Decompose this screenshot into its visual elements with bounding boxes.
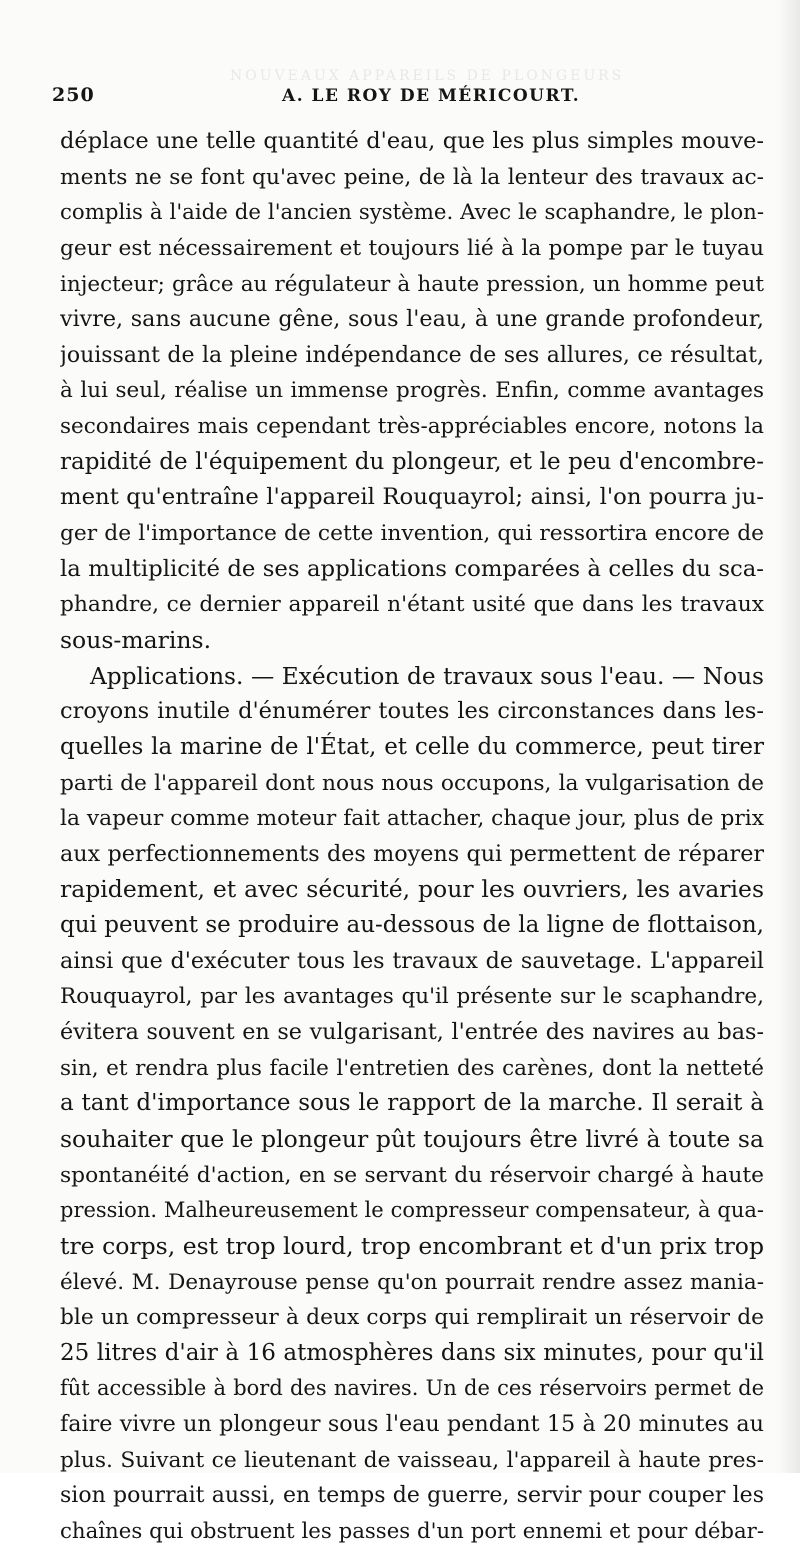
text-line: la multiplicité de ses applications comparées à celles du sca- [60,555,764,582]
text-line: qui peuvent se produire au-dessous de la ligne de flottaison, [60,912,764,939]
bleed-through-text: NOUVEAUX APPAREILS DE PLONGEURS [230,68,625,84]
text-line: a tant d'importance sous le rapport de la marche. Il serait à [60,1090,764,1117]
text-line: souhaiter que le plongeur pût toujours être livré à toute sa [60,1124,764,1153]
text-line: la vapeur comme moteur fait attacher, chaque jour, plus de prix [60,806,764,832]
text-line: ble un compresseur à deux corps qui remplirait un réservoir de [60,1305,764,1331]
text-line: faire vivre un plongeur sous l'eau pendant 15 à 20 minutes au [60,1411,764,1438]
text-line: 25 litres d'air à 16 atmosphères dans six minutes, pour qu'il [60,1339,764,1366]
text-line: évitera souvent en se vulgarisant, l'entrée des navires au bas- [60,1019,764,1046]
body-text [60,124,764,1550]
text-line: phandre, ce dernier appareil n'étant usité que dans les travaux [60,592,764,618]
page-number: 250 [52,84,95,106]
text-line: secondaires mais cependant très-appréciables encore, notons la [60,414,764,440]
page-edge-shadow [778,0,800,1473]
text-line: quelles la marine de l'État, et celle du commerce, peut tirer [60,733,764,760]
text-line: geur est nécessairement et toujours lié à la pompe par le tuyau [60,235,764,261]
page-header [52,84,757,114]
running-head: A. LE ROY DE MÉRICOURT. [282,86,581,106]
section-heading-line: Applications. — Exécution de travaux sous l'eau. — Nous [90,662,764,690]
text-line: élevé. M. Denayrouse pense qu'on pourrait rendre assez mania- [60,1269,764,1295]
text-line: spontanéité d'action, en se servant du réservoir chargé à haute [60,1162,764,1188]
text-line: rapidité de l'équipement du plongeur, et le peu d'encombre- [60,448,764,475]
text-line: complis à l'aide de l'ancien système. Avec le scaphandre, le plon- [60,200,764,226]
text-line: ainsi que d'exécuter tous les travaux de sauvetage. L'appareil [60,947,764,974]
text-line: sin, et rendra plus facile l'entretien des carènes, dont la netteté [60,1055,764,1081]
text-line: à lui seul, réalise un immense progrès. Enfin, comme avantages [60,378,764,404]
text-line: déplace une telle quantité d'eau, que les plus simples mouve- [60,128,764,154]
text-line: vivre, sans aucune gêne, sous l'eau, à une grande profondeur, [60,306,764,333]
text-line: ments ne se font qu'avec peine, de là la lenteur des travaux ac- [60,164,764,190]
text-line: Rouquayrol, par les avantages qu'il présente sur le scaphandre, [60,984,764,1010]
text-line: jouissant de la pleine indépendance de ses allures, ce résultat, [60,342,764,368]
text-line: parti de l'appareil dont nous nous occupons, la vulgarisation de [60,770,764,796]
text-line: aux perfectionnements des moyens qui permettent de réparer [60,840,764,867]
text-line: rapidement, et avec sécurité, pour les ouvriers, les avaries [60,875,764,904]
text-line: pression. Malheureusement le compresseur compensateur, à qua- [60,1198,764,1223]
text-line: ger de l'importance de cette invention, qui ressortira encore de [60,521,764,547]
text-line: sion pourrait aussi, en temps de guerre, servir pour couper les [60,1483,764,1509]
text-line: plus. Suivant ce lieutenant de vaisseau, l'appareil à haute pres- [60,1447,764,1473]
text-line: tre corps, est trop lourd, trop encombrant et d'un prix trop [60,1231,764,1260]
text-line: ment qu'entraîne l'appareil Rouquayrol; ainsi, l'on pourra ju- [60,484,764,511]
text-line: fût accessible à bord des navires. Un de ces réservoirs permet de [60,1376,764,1401]
text-line: injecteur; grâce au régulateur à haute pression, un homme peut [60,271,764,297]
text-line: chaînes qui obstruent les passes d'un port ennemi et pour débar- [60,1518,764,1544]
text-line: sous-marins. [60,625,212,654]
text-line: croyons inutile d'énumérer toutes les circonstances dans les- [60,698,764,725]
